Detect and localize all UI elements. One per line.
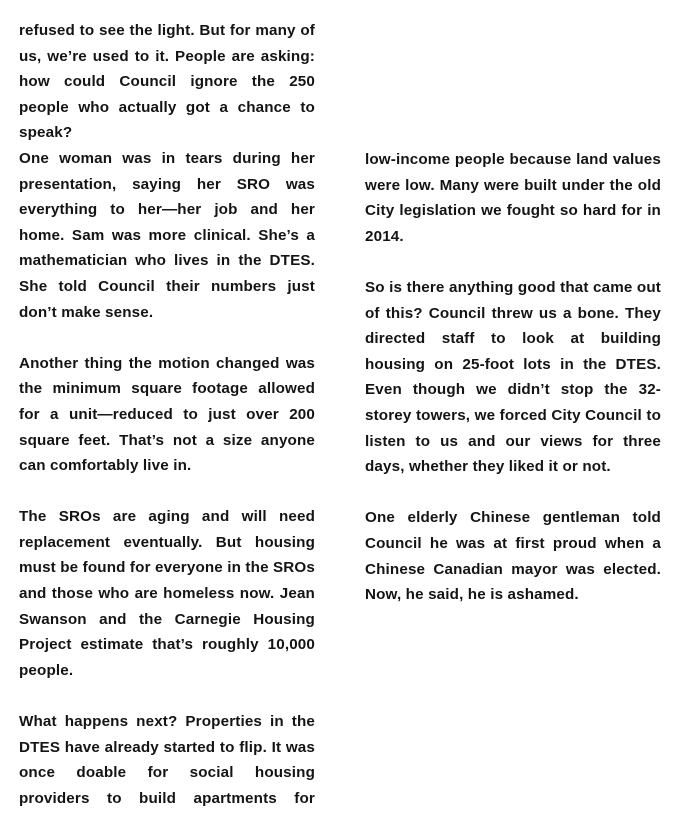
paragraph-light: refused to see the light. But for many of us, we’re used to it. People are asking: how could Council ignore the 250 people who actually got a chance to speak? <box>19 22 315 142</box>
paragraph-sro-testimony: One woman was in tears during her presentation, saying her SRO was everything to her—her job and her home. Sam was more clinical. She’s a mathematician who lives in the DTES. She told Council their numbers just don’t make sense. <box>19 149 315 321</box>
paragraph-sros-aging: The SROs are aging and will need replacement eventually. But housing must be found for everyone in the SROs and those who are homeless now. Jean Swanson and the Carnegie Housing Project estimate that’s roughly 10,000 people. <box>19 508 315 679</box>
paragraph-anything-good: So is there anything good that came out of this? Council threw us a bone. They directed staff to look at building housing on 25-foot lots in the DTES. Even though we didn’t stop the 32-storey towers, we forced City Council to listen to us and our views for three days, whether they liked it or not. <box>365 278 661 476</box>
right-column <box>365 147 661 608</box>
paragraph-low-income: low-income people because land values were low. Many were built under the old City legislation we fought so hard for in 2014. <box>365 151 661 245</box>
paragraph-what-next: What happens next? Properties in the DTES have already started to flip. It was once doable for social housing providers to build apartments for <box>19 713 315 807</box>
left-column <box>19 18 315 811</box>
paragraph-elderly-gentleman: One elderly Chinese gentleman told Council he was at first proud when a Chinese Canadian mayor was elected. Now, he said, he is ashamed. <box>365 509 661 604</box>
paragraph-square-footage: Another thing the motion changed was the minimum square footage allowed for a unit—reduced to just over 200 square feet. That’s not a size anyone can comfortably live in. <box>19 354 315 475</box>
